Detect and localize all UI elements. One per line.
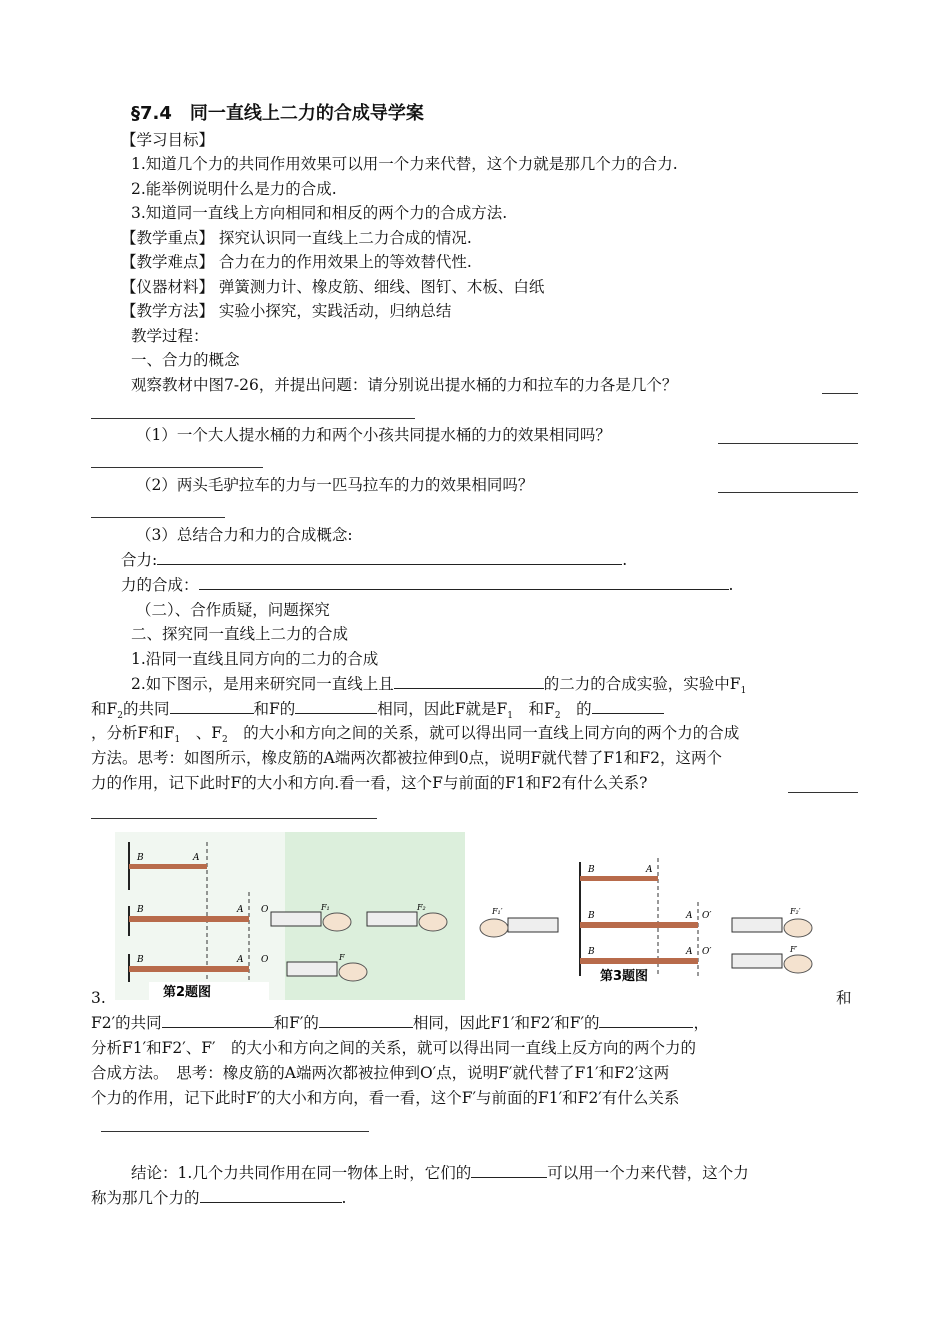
label-a: A bbox=[686, 911, 693, 921]
spring-scale bbox=[271, 912, 321, 926]
question-2: （2）两头毛驴拉车的力与一匹马拉车的力的效果相同吗？ bbox=[136, 476, 534, 494]
rubber-band bbox=[129, 966, 249, 972]
paragraph-2-line-5: 力的作用，记下此时F的大小和方向.看一看，这个F与前面的F1和F2有什么关系? bbox=[91, 774, 648, 792]
rubber-band bbox=[580, 876, 658, 881]
figure-caption: 第3题图 bbox=[600, 969, 649, 983]
paragraph-2-line-2: 和$F_2$的共同 和F的 相同，因此F就是$F_1$ 和$F_2$ 的 bbox=[91, 698, 664, 727]
label-a: A bbox=[237, 955, 244, 965]
composition-definition: 力的合成： . bbox=[121, 576, 734, 594]
answer-blank[interactable] bbox=[295, 698, 377, 714]
answer-blank[interactable] bbox=[91, 418, 415, 419]
label-b: B bbox=[588, 865, 595, 875]
spring-scale bbox=[508, 918, 558, 932]
label-f-prime: F′ bbox=[790, 945, 798, 954]
label-a: A bbox=[237, 905, 244, 915]
label-o-prime: O′ bbox=[702, 947, 712, 957]
answer-blank[interactable] bbox=[319, 1012, 413, 1028]
answer-blank[interactable] bbox=[101, 1131, 369, 1132]
hand-icon bbox=[323, 913, 351, 931]
answer-blank[interactable] bbox=[471, 1162, 547, 1178]
answer-blank[interactable] bbox=[592, 698, 664, 714]
goal-header: 【学习目标】 bbox=[121, 131, 215, 149]
answer-blank[interactable] bbox=[199, 574, 729, 590]
answer-blank[interactable] bbox=[599, 1012, 693, 1028]
paragraph-3-line-2: 分析F1′和F2′、F′ 的大小和方向之间的关系，就可以得出同一直线上反方向的两个力的 bbox=[91, 1039, 697, 1057]
goal-2: 2.能举例说明什么是力的合成. bbox=[131, 180, 337, 198]
label-o: O bbox=[261, 905, 269, 915]
answer-blank[interactable] bbox=[718, 443, 858, 444]
spring-scale bbox=[732, 954, 782, 968]
figure-caption: 第2题图 bbox=[163, 985, 212, 1000]
answer-blank[interactable] bbox=[394, 673, 544, 689]
paragraph-3-line-1: F2′的共同 和F′的 相同，因此F1′和F2′和F′的 ， bbox=[91, 1014, 709, 1032]
spring-scale bbox=[367, 912, 417, 926]
label-o-prime: O′ bbox=[702, 911, 712, 921]
hand-icon bbox=[339, 963, 367, 981]
question-3: （3）总结合力和力的合成概念: bbox=[136, 526, 353, 544]
difficulty: 【教学难点】 合力在力的作用效果上的等效替代性. bbox=[121, 253, 472, 271]
label-a: A bbox=[686, 947, 693, 957]
label-o: O bbox=[261, 955, 269, 965]
hand-icon bbox=[419, 913, 447, 931]
answer-blank[interactable] bbox=[157, 549, 622, 565]
spring-scale bbox=[287, 962, 337, 976]
label-b: B bbox=[137, 955, 144, 965]
answer-blank[interactable] bbox=[91, 517, 225, 518]
page-title: §7.4 同一直线上二力的合成导学案 bbox=[131, 103, 424, 124]
label-b: B bbox=[137, 905, 144, 915]
label-f: F bbox=[339, 953, 345, 962]
answer-blank[interactable] bbox=[822, 393, 858, 394]
section-1-heading: 一、合力的概念 bbox=[131, 351, 240, 369]
answer-blank[interactable] bbox=[91, 818, 377, 819]
rubber-band bbox=[580, 922, 698, 928]
question-1: （1）一个大人提水桶的力和两个小孩共同提水桶的力的效果相同吗？ bbox=[136, 426, 611, 444]
figure-same-direction bbox=[115, 832, 465, 1002]
figure-opposite-direction bbox=[478, 858, 823, 983]
label-b: B bbox=[588, 947, 595, 957]
paragraph-2-line-4: 方法。思考：如图所示，橡皮筋的A端两次都被拉伸到0点，说明F就代替了F1和F2，这两个 bbox=[91, 749, 723, 767]
composition-label: 力的合成： bbox=[121, 576, 199, 594]
label-f1-prime: F₁′ bbox=[492, 907, 503, 916]
paragraph-2-line-1: 2.如下图示，是用来研究同一直线上且 的二力的合成实验，实验中$F_1$ bbox=[131, 675, 747, 697]
goal-3: 3.知道同一直线上方向相同和相反的两个力的合成方法. bbox=[131, 204, 508, 222]
hand-icon bbox=[784, 919, 812, 937]
paragraph-2-line-3: ，分析F和$F_1$ 、$F_2$ 的大小和方向之间的关系，就可以得出同一直线上同方向的两个力的合成 bbox=[91, 724, 740, 746]
conclusion-line-2: 称为那几个力的 . bbox=[91, 1189, 347, 1207]
rubber-band bbox=[129, 916, 249, 922]
hand-icon bbox=[480, 919, 508, 937]
hand-icon bbox=[784, 955, 812, 973]
paragraph-3-line-4: 个力的作用，记下此时F′的大小和方向，看一看，这个F′与前面的F1′和F2′有什么关系 bbox=[91, 1089, 680, 1107]
materials: 【仪器材料】 弹簧测力计、橡皮筋、细线、图钉、木板、白纸 bbox=[121, 278, 545, 296]
answer-blank[interactable] bbox=[162, 1012, 274, 1028]
answer-blank[interactable] bbox=[170, 698, 254, 714]
part-2-heading: （二）、合作质疑，问题探究 bbox=[136, 601, 330, 619]
key-point: 【教学重点】 探究认识同一直线上二力合成的情况. bbox=[121, 229, 472, 247]
label-f2-prime: F₂′ bbox=[790, 907, 801, 916]
spring-scale bbox=[732, 918, 782, 932]
answer-blank[interactable] bbox=[200, 1187, 342, 1203]
resultant-label: 合力: bbox=[121, 551, 158, 569]
goal-1: 1.知道几个力的共同作用效果可以用一个力来代替，这个力就是那几个力的合力. bbox=[131, 155, 678, 173]
label-f2: F₂ bbox=[417, 903, 426, 912]
process-label: 教学过程： bbox=[131, 327, 209, 345]
rubber-band bbox=[129, 864, 207, 869]
paragraph-3-line-3: 合成方法。 思考：橡皮筋的A端两次都被拉伸到O′点，说明F′就代替了F1′和F2′这两 bbox=[91, 1064, 670, 1082]
observe-question: 观察教材中图7-26，并提出问题：请分别说出提水桶的力和拉车的力各是几个？ bbox=[131, 376, 678, 394]
label-b: B bbox=[588, 911, 595, 921]
section-2-item-1: 1.沿同一直线且同方向的二力的合成 bbox=[131, 650, 379, 668]
method: 【教学方法】 实验小探究，实践活动，归纳总结 bbox=[121, 302, 452, 320]
paragraph-3-number: 3. bbox=[91, 989, 106, 1007]
resultant-definition: 合力: . bbox=[121, 551, 628, 569]
paragraph-3-and: 和 bbox=[836, 989, 852, 1007]
section-2-heading: 二、探究同一直线上二力的合成 bbox=[131, 625, 349, 643]
label-a: A bbox=[646, 865, 653, 875]
label-f1: F₁ bbox=[321, 903, 330, 912]
answer-blank[interactable] bbox=[91, 467, 263, 468]
answer-blank[interactable] bbox=[788, 792, 858, 793]
label-a: A bbox=[193, 853, 200, 863]
label-b: B bbox=[137, 853, 144, 863]
conclusion-line-1: 结论：1.几个力共同作用在同一物体上时，它们的 可以用一个力来代替，这个力 bbox=[131, 1164, 749, 1182]
answer-blank[interactable] bbox=[718, 492, 858, 493]
rubber-band bbox=[580, 958, 698, 964]
